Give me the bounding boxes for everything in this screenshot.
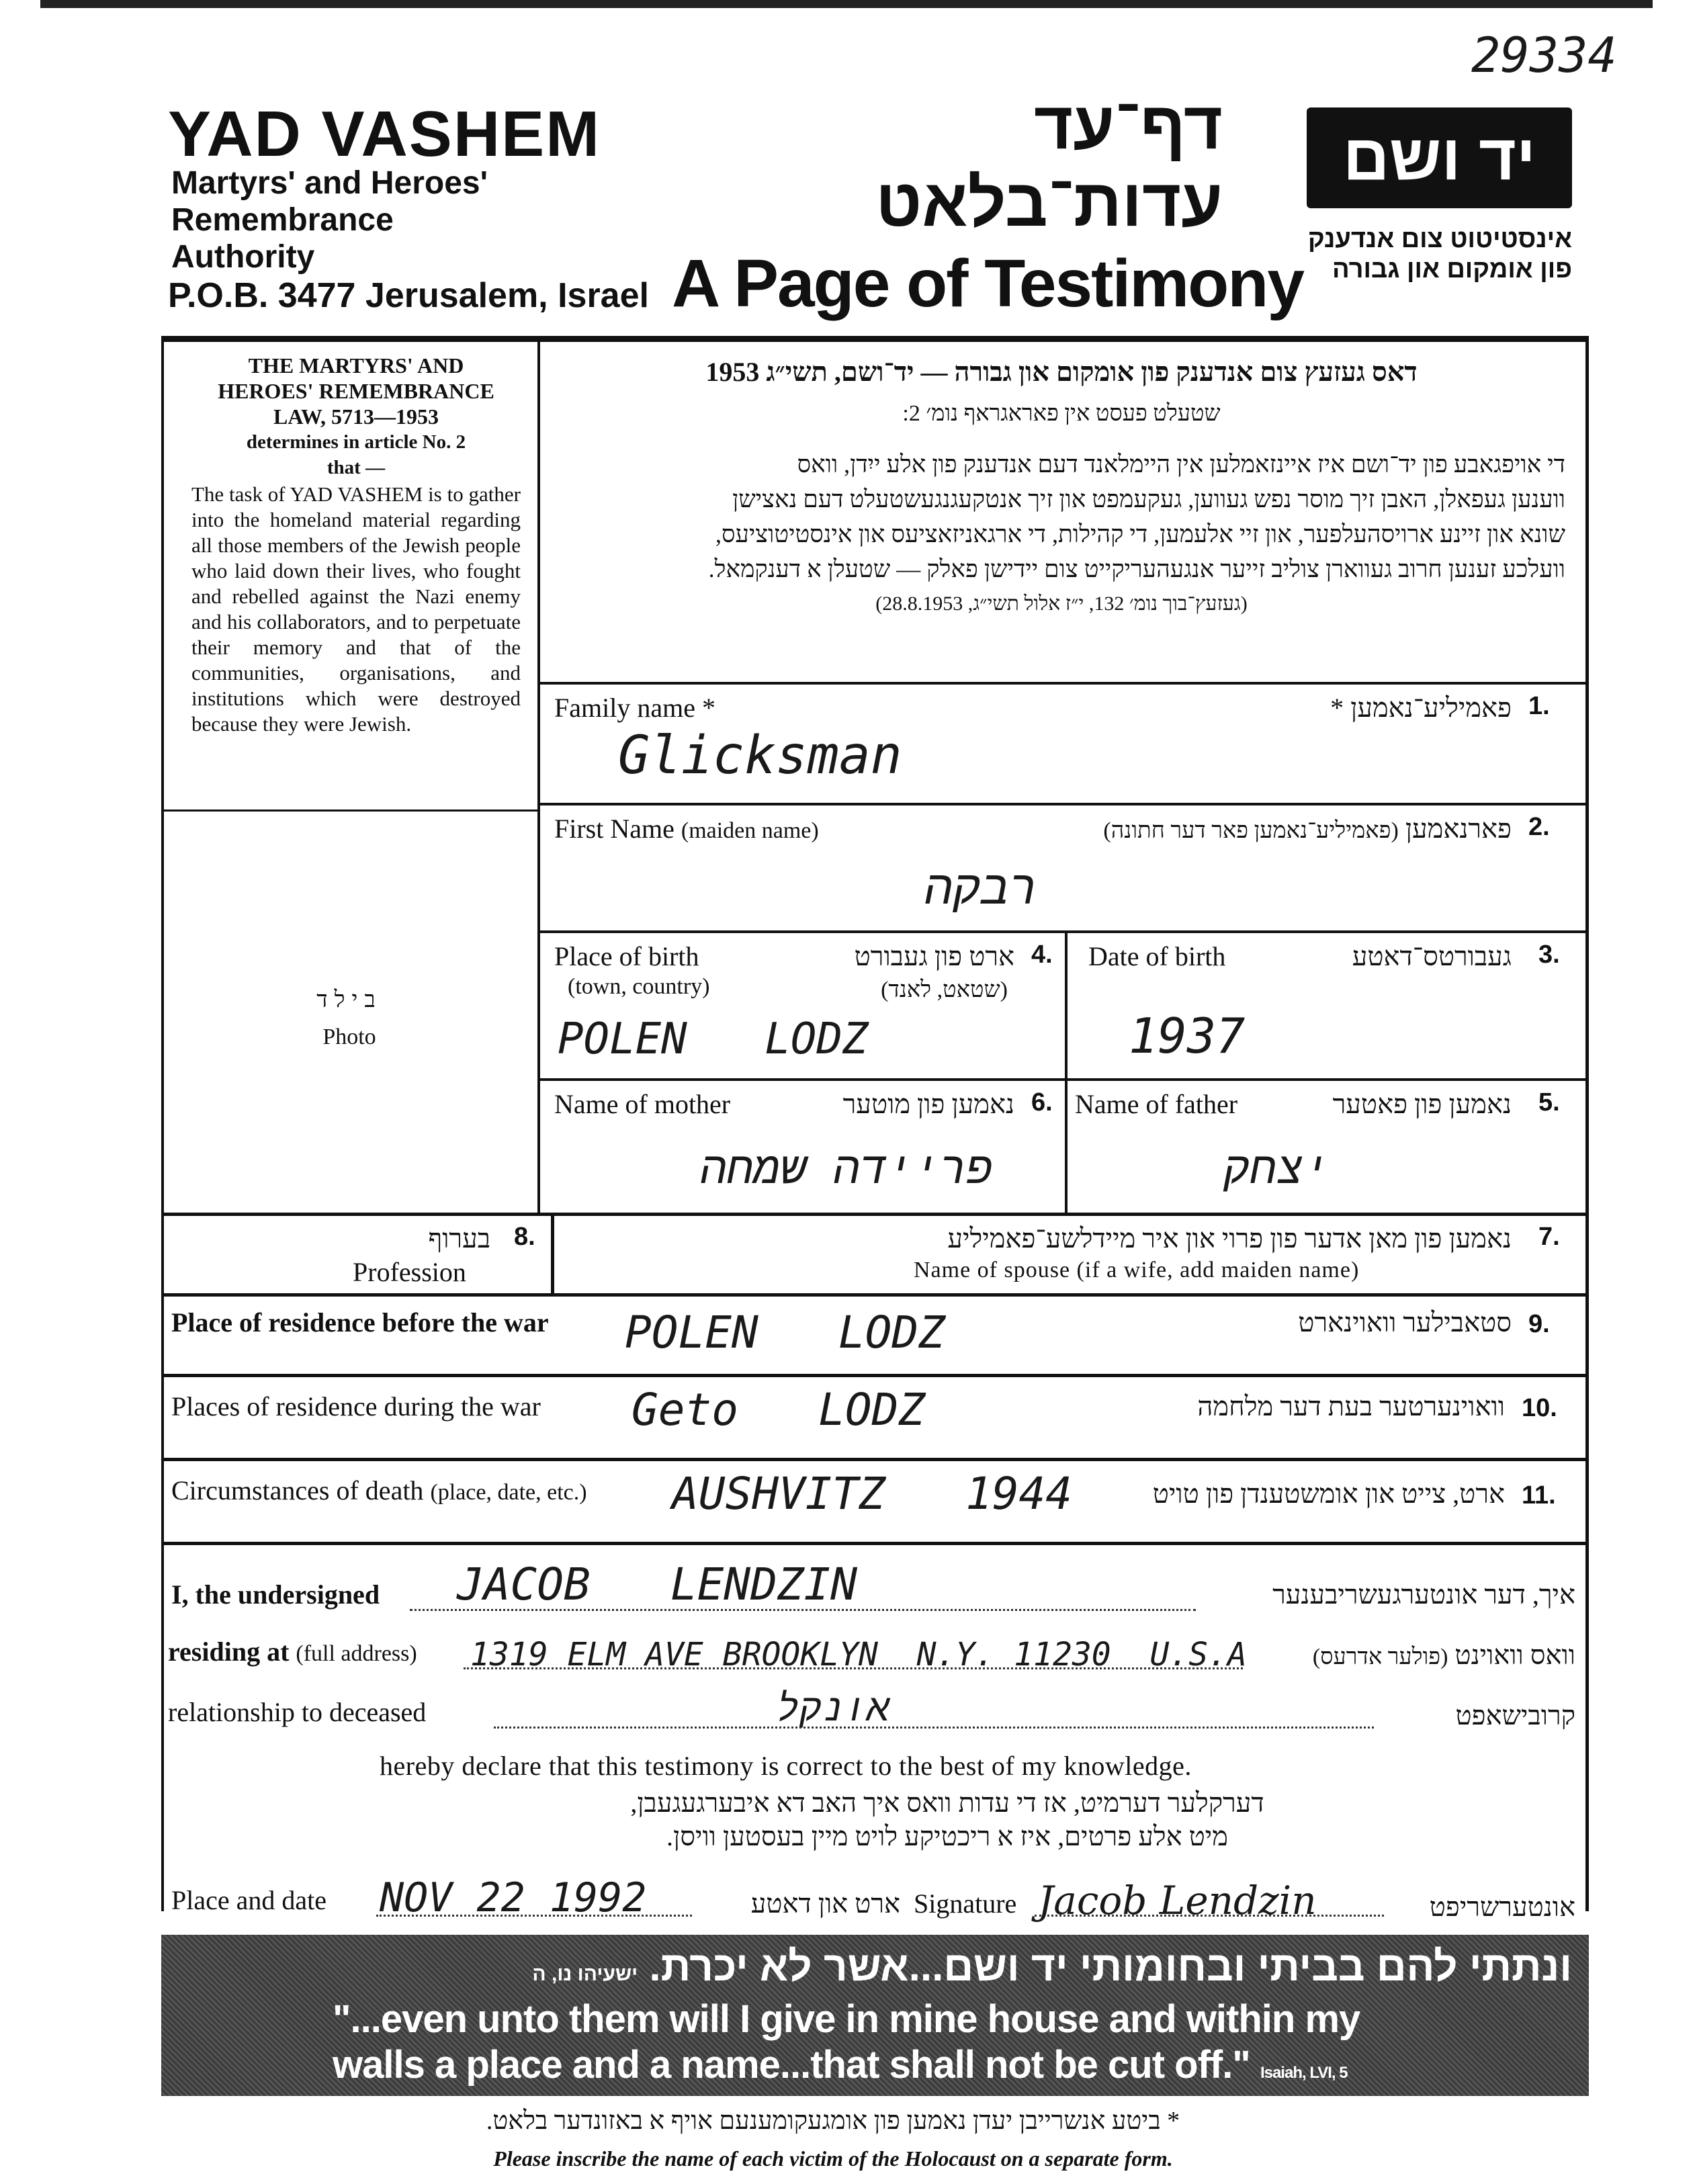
field9-value[interactable]: POLEN LODZ	[625, 1307, 945, 1358]
footer-note-en: Please inscribe the name of each victim of the Holocaust on a separate form.	[493, 2146, 1173, 2171]
field2-label-en-main: First Name	[554, 814, 675, 844]
field3-num: 3.	[1538, 941, 1560, 969]
banner-hebrew	[349, 1943, 1572, 1991]
org-line-1: Martyrs' and Heroes'	[171, 165, 488, 201]
quote-banner	[161, 1935, 1589, 2096]
statement-yi-1: דערקלער דערמיט, אז די עדות וואס איך האב דא איבערגעגעבן,	[630, 1788, 1264, 1818]
law-title-4: determines in article No. 2	[246, 431, 466, 453]
field2-label-yi-main: פארנאמען	[1405, 814, 1512, 844]
field2-top	[537, 803, 1587, 805]
signature-label: Signature	[914, 1888, 1017, 1919]
footer-note-yi: * ביטע אנשרייבן יעדן נאמען פון אומגעקומענעם אויף א באזונדער בלאט.	[486, 2107, 1180, 2135]
place-date-label: Place and date	[171, 1885, 327, 1915]
law-title-1: THE MARTYRS' AND	[248, 353, 464, 378]
field5-value[interactable]: יצחק	[1223, 1142, 1330, 1194]
row56-top	[537, 1078, 1587, 1081]
residing-label-yi	[1256, 1639, 1575, 1671]
field10-num: 10.	[1522, 1394, 1557, 1422]
field11-num: 11.	[1522, 1481, 1556, 1510]
scan-edge-top	[40, 0, 1653, 8]
field9-top	[161, 1293, 1589, 1297]
field3-label-yi: געבורטס־דאטע	[1352, 941, 1512, 971]
row34-top	[537, 930, 1587, 933]
field2-label-en	[554, 813, 819, 844]
title-yiddish-2: עדות־בלאט	[875, 165, 1223, 241]
law-yi-line-1: די אויפגאבע פון יד־ושם איז איינזאמלען אין היימלאנד דעם אנדענק פון אלע ייִדן, וואס	[797, 451, 1565, 478]
form-top-rule	[161, 336, 1589, 342]
field6-value[interactable]: פריידה שמחה	[700, 1142, 993, 1194]
banner-english-2-text: walls a place and a name...that shall not be cut off."	[333, 2043, 1250, 2087]
residing-label-yi-main: וואס וואוינט	[1454, 1640, 1575, 1670]
logo-sub-1: אינסטיטוט צום אנדענק	[1307, 225, 1572, 253]
field7-label-en: Name of spouse (if a wife, add maiden name)	[914, 1258, 1360, 1282]
law-title-5: that —	[327, 457, 386, 478]
logo-text: יד ושם	[1343, 122, 1536, 193]
relationship-line	[494, 1727, 1374, 1729]
field4-label-yi: ארט פון געבורט	[854, 941, 1014, 971]
field1-num: 1.	[1528, 692, 1550, 720]
field8-label-yi: בערוף	[428, 1223, 490, 1254]
row78-top	[161, 1213, 1589, 1216]
field9-label-en: Place of residence before the war	[171, 1307, 549, 1338]
residing-label-main: residing at	[168, 1636, 290, 1667]
law-box-bottom	[161, 810, 539, 812]
field7-num: 7.	[1538, 1223, 1560, 1251]
residing-label-yi-note: (פולער אדרעס)	[1312, 1645, 1448, 1669]
leftcol-right-border	[537, 339, 540, 1213]
field1-value[interactable]: Glicksman	[618, 726, 902, 786]
field5-label-en: Name of father	[1075, 1089, 1238, 1119]
field2-num: 2.	[1528, 813, 1550, 841]
undersigned-label: I, the undersigned	[171, 1579, 380, 1610]
law-yi-line-5: (געזעץ־בוך נומ׳ 132, י״ז אלול תשי״ג, 28.8.1953)	[875, 593, 1248, 615]
field6-num: 6.	[1031, 1088, 1053, 1117]
photo-label-yiddish: בילד	[316, 988, 382, 1012]
title-english: A Page of Testimony	[672, 246, 1303, 321]
field2-value[interactable]: רבקה	[924, 860, 1038, 915]
law-body: The task of YAD VASHEM is to gather into the homeland material regarding all those members of the Jewish people who laid down their lives, who fought and rebelled against the Nazi enemy and his collaborators, and to perpetuate their memory and that of the communities, organisations, and institutions which were destroyed because they were Jewish.	[191, 482, 521, 736]
frame-left	[161, 339, 164, 1911]
relationship-label: relationship to deceased	[168, 1697, 427, 1727]
law-yi-line-4: וועלכע זענען חרוב געווארן צוליב זייער אנגעהעריקייט צום יידישן פאלק — שטעלן א דענקמאל.	[708, 556, 1565, 582]
field10-top	[161, 1374, 1589, 1377]
title-yiddish-1: דף־עד	[1033, 88, 1223, 163]
yad-vashem-logo	[1307, 107, 1572, 208]
field2-label-en-note: (maiden name)	[681, 818, 819, 843]
residing-value[interactable]: 1319 ELM AVE BROOKLYN N.Y. 11230 U.S.A	[470, 1636, 1247, 1673]
field2-label-yi-note: (פאמיליע־נאמען פאר דער חתונה)	[1103, 818, 1399, 843]
signature-value[interactable]: Jacob Lendzin	[1038, 1878, 1317, 1923]
field11-label-en-main: Circumstances of death	[171, 1475, 424, 1505]
field1-label-en: Family name *	[554, 693, 715, 723]
field7-label-yi: נאמען פון מאן אדער פון פרוי און איר מיידלשע־פאמיליע	[947, 1223, 1512, 1254]
field4-value[interactable]: POLEN LODZ	[558, 1014, 869, 1064]
law-yi-line-3: שונא און זיינע ארויסהעלפער, און זיי אלעמען, די קהילות, די ארגאניזאציעס און אינסטיטוציעס,	[715, 521, 1565, 548]
relationship-value[interactable]: אונקל	[776, 1686, 890, 1730]
frame-right	[1585, 339, 1589, 1911]
field6-label-en: Name of mother	[554, 1089, 731, 1119]
law-yi-subtitle: שטעלט פעסט אין פאראגראף נומ׳ 2:	[902, 401, 1221, 426]
field9-num: 9.	[1528, 1310, 1550, 1338]
org-name: YAD VASHEM	[168, 98, 601, 170]
place-date-label-yi: ארט און דאטע	[750, 1888, 900, 1919]
field6-label-yi: נאמען פון מוטער	[842, 1089, 1014, 1119]
field4-label-en-note: (town, country)	[568, 974, 710, 999]
logo-sub-2: פון אומקום און גבורה	[1332, 255, 1572, 283]
statement-yi-2: מיט אלע פרטים, איז א ריכטיקע לויט מיין בעסטען וויסן.	[666, 1821, 1228, 1851]
field4-label-en: Place of birth	[554, 941, 699, 971]
banner-hebrew-ref: ישעיהו נו, ה	[532, 1963, 638, 1985]
row78-divider	[551, 1213, 554, 1293]
row34-divider	[1065, 930, 1068, 1213]
declaration-top	[161, 1542, 1589, 1545]
field10-label-en: Places of residence during the war	[171, 1391, 541, 1422]
field8-label-en: Profession	[353, 1257, 466, 1287]
residing-label	[168, 1636, 417, 1667]
org-line-2: Remembrance	[171, 202, 394, 238]
banner-english-1: "...even unto them will I give in mine house and within my	[333, 1997, 1360, 2041]
field2-label-yi	[873, 813, 1512, 844]
banner-english-2	[333, 2042, 1348, 2087]
field1-label-yi: פאמיליע־נאמען *	[1330, 693, 1512, 723]
field1-top	[537, 682, 1587, 685]
org-address: P.O.B. 3477 Jerusalem, Israel	[168, 276, 649, 315]
law-title-2: HEROES' REMEMBRANCE	[218, 379, 494, 403]
relationship-label-yi: קרובישאפט	[1455, 1700, 1575, 1731]
field5-label-yi: נאמען פון פאטער	[1332, 1089, 1512, 1119]
field3-value[interactable]: 1937	[1129, 1008, 1246, 1064]
org-line-3: Authority	[171, 239, 315, 275]
law-title-3: LAW, 5713—1953	[273, 404, 439, 429]
statement-en: hereby declare that this testimony is correct to the best of my knowledge.	[380, 1751, 1192, 1781]
field3-label-en: Date of birth	[1088, 941, 1226, 971]
field11-label-en	[171, 1475, 587, 1506]
field9-label-yi: סטאבילער וואוינארט	[1298, 1307, 1512, 1338]
photo-label-english: Photo	[322, 1024, 376, 1049]
place-date-value[interactable]: NOV 22 1992	[380, 1874, 647, 1921]
law-yiddish-block	[558, 356, 1565, 621]
residing-label-note: (full address)	[296, 1641, 417, 1666]
field4-num: 4.	[1031, 941, 1053, 969]
undersigned-value[interactable]: JACOB LENDZIN	[457, 1559, 858, 1610]
law-yi-title: דאס געזעץ צום אנדענק פון אומקום און גבורה — יד־ושם, תשי״ג 1953	[705, 357, 1418, 387]
undersigned-label-yi: איך, דער אונטערגעשריבענער	[1272, 1579, 1575, 1610]
field11-top	[161, 1458, 1589, 1461]
signature-label-yi: אונטערשריפט	[1429, 1892, 1575, 1922]
field10-value[interactable]: Geto LODZ	[632, 1384, 926, 1436]
archive-number: 29334	[1471, 27, 1617, 83]
field5-num: 5.	[1538, 1088, 1560, 1117]
field8-num: 8.	[514, 1223, 535, 1251]
field11-label-en-note: (place, date, etc.)	[430, 1480, 587, 1505]
banner-english-ref: Isaiah, LVI, 5	[1260, 2064, 1348, 2082]
field11-value[interactable]: AUSHVITZ 1944	[672, 1468, 1073, 1520]
field10-label-yi: וואוינערטער בעת דער מלחמה	[1197, 1391, 1505, 1422]
field4-label-yi-note: (שטאט, לאנד)	[881, 977, 1008, 1002]
law-box	[191, 353, 521, 737]
law-yi-line-2: ווענען געפאלן, האבן זיך מוסר נפש געווען, געקעמפט און זיך אנטקעגנגעשטעלט דעם נאצישן	[732, 486, 1565, 513]
banner-hebrew-text: ונתתי להם בביתי ובחומותי יד ושם...אשר לא יכרת.	[649, 1943, 1572, 1990]
field11-label-yi: ארט, צייט און אומשטענדן פון טויט	[1152, 1479, 1505, 1509]
